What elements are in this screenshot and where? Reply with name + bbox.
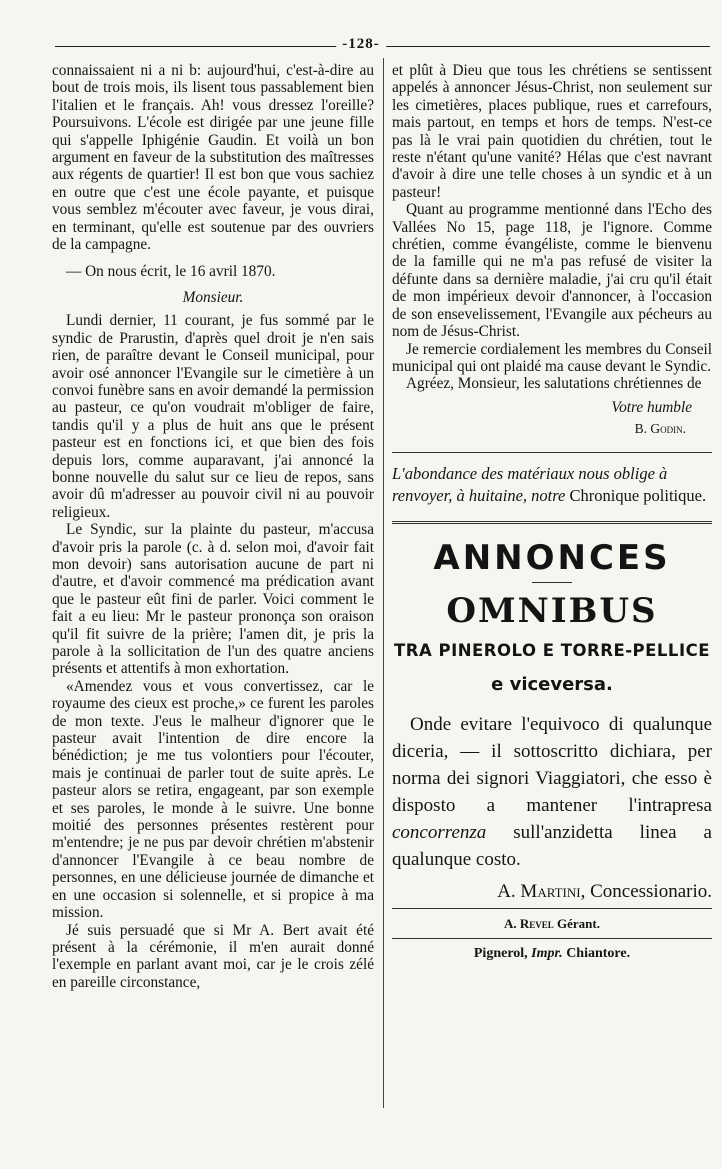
column-divider [383,58,384,1108]
section-rule [392,452,712,453]
paragraph: connaissaient ni a ni b: aujourd'hui, c'est-à-dire au bout de trois mois, ils lisent tous passablement bien l'italien et le français. Ah! vous dressez l'oreille? Poursuivons. L'école est dirigée par une jeune fille qui s'appelle Iphigénie Gaudin. Et voilà un bon argument en faveur de la substitution des maîtresses aux régents de quartier! Il est bon que vous sachiez en outre que c'est une école payante, et puisque vous semblez m'écouter avec faveur, je vous dirai, en terminant, qu'elle est soutenue par des ouvriers de la campagne. [52,62,374,254]
omnibus-title: OMNIBUS [446,590,658,631]
right-column [392,62,712,969]
double-rule [392,521,712,524]
paragraph: Jé suis persuadé que si Mr A. Bert avait été présent à la cérémonie, il m'en aurait donné l'exemple en parlant avant moi, car je le crois zélé en pareille circonstance, [52,921,374,991]
paragraph: et plût à Dieu que tous les chrétiens se sentissent appelés à annoncer Jésus-Christ, non seulement sur les cimetières, places publique, rues et carrefours, mais partout, en temps et hors de temps. N'est-ce pas là le vrai pain quotidien du chrétien, tout le reste n'étant qu'une vanité? Hélas que c'est navrant d'avoir à dire une telle choses à un syndic et à un pasteur! [392,62,712,201]
printer-line: Pignerol, Impr. Chiantore. [473,946,631,962]
page-number: -128- [336,36,386,53]
paragraph: Agréez, Monsieur, les salutations chrétiennes de [406,375,702,393]
editorial-note-plain: Chronique politique. [565,485,707,505]
announcement-emphasis: concorrenza [392,821,487,843]
announcement-body [392,711,712,873]
annonces-title: ANNONCES [433,537,671,578]
footer-rule [392,938,712,939]
paragraph: Je remercie cordialement les membres du Conseil municipal qui ont plaidé ma cause devant le Syndic. [392,340,712,375]
closing-line: Votre humble [611,398,692,416]
route-line: TRA PINEROLO E TORRE-PELLICE [394,640,710,660]
footer-rule [392,908,712,909]
signature: B. Godin. [634,421,686,437]
viceversa-line: e viceversa. [491,673,613,695]
salutation: Monsieur. [182,288,244,306]
paragraph: Quant au programme mentionné dans l'Echo des Vallées No 15, page 118, je l'ignore. Comme chrétien, comme évangéliste, comme le bienvenu de la famille qui ne m'a pas refusé de visiter la défunte dans sa dernière maladie, j'ai cru qu'il était de mon impérieux devoir d'annoncer, à l'occasion de son ensevelissement, l'Evangile aux pécheurs au nom de Jésus-Christ. [392,201,712,341]
dateline: — On nous écrit, le 16 avril 1870. [66,263,276,281]
mini-rule [532,582,572,583]
announcement-signature: A. Martini, Concessionario. [497,880,712,902]
editorial-note [392,463,712,507]
paragraph: Lundi dernier, 11 courant, je fus sommé par le syndic de Prarustin, d'après quel droit je n'en sais rien, de paraître devant le Conseil municipal, pour avoir osé annoncer l'Evangile sur le cimetière à un convoi funèbre sans en avoir demandé la permission au pasteur, ce qu'on voudrait m'obliger de faire, tandis qu'il y a plus de huit ans que le présent pasteur est en fonctions ici, et que bien des fois depuis lors, comme auparavant, j'ai annoncé la bonne nouvelle du salut sur ce lieu de repos, sans avoir dû m'adresser au pouvoir civil ni au pouvoir religieux. [52,312,374,521]
announcement-text-end: sull'anzidetta linea a qualunque costo. [392,821,712,870]
paragraph: Le Syndic, sur la plainte du pasteur, m'accusa d'avoir pris la parole (c. à d. selon moi, d'avoir fait mon devoir) sans autorisation aucune de part ni d'autre, et d'avoir commencé ma prédication avant que le pasteur eût fini de parler. Voici comment le fait a eu lieu: Mr le pasteur prononça son oraison qu'il fit suivre de la prière; l'amen dit, je pris la parole à la sollicitation de l'un des quatre anciens présents et attentifs à mon exhortation. [52,521,374,678]
left-column [52,62,374,991]
gerant-line: A. Revel Gérant. [503,915,600,931]
editorial-note-italic: L'abondance des matériaux nous oblige à renvoyer, à huitaine, notre [392,463,668,505]
announcement-text: Onde evitare l'equivoco di qualunque diceria, — il sottoscritto dichiara, per norma dei signori Viaggiatori, che esso è disposto a mantener l'intrapresa [392,713,712,816]
paragraph: «Amendez vous et vous convertissez, car le royaume des cieux est proche,» ce furent les paroles de mon texte. J'eus le malheur d'ignorer que le pasteur avait l'intention de dire encore la bénédiction; je me tus volontiers pour l'écouter, mais je continuai de parler tout de suite après. Le pasteur alors se retira, engageant, par son exemple et ses paroles, le monde à le suivre. Une bonne moitié des personnes présentes restèrent pour m'entendre; je ne pus par devoir chrétien m'abstenir d'annoncer l'Evangile à ce beau nombre de personnes, en une délicieuse journée de dimanche et en une occasion si solennelle, et si propice à ma mission. [52,677,374,922]
